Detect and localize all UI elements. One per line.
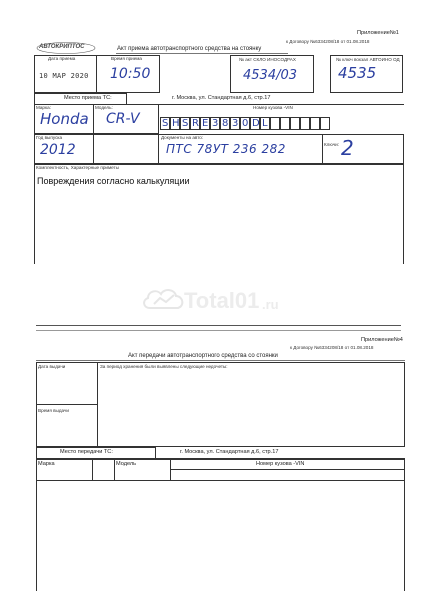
issue-left-border	[36, 481, 37, 591]
condition-value: Повреждения согласно калькуляции	[37, 176, 190, 186]
form-title: Акт приема автотранспортного средства на стоянку	[117, 46, 262, 52]
watermark	[140, 286, 290, 316]
date-stamp: 10 MAP 2020	[39, 72, 89, 80]
issue-date-label: Дата выдачи	[38, 364, 66, 369]
issue-right-border	[404, 481, 405, 591]
appendix-label-2: Приложение№4	[361, 337, 403, 343]
issue-vin-label: Номер кузова -VIN	[256, 461, 305, 467]
year-label: Год выпуска	[36, 135, 63, 140]
keys-cell	[322, 134, 404, 164]
vin-char-box: S	[182, 118, 189, 129]
vin-label: Номер кузова -VIN	[253, 105, 293, 110]
issue-table-row-line	[36, 404, 98, 405]
contract-ref: к Договору №6334208/18 от 01.08.2018	[286, 39, 370, 44]
vin-char-box	[270, 117, 280, 130]
vin-char-box	[290, 117, 300, 130]
condition-label: Комплектность, Характерные приметы	[36, 165, 119, 170]
act-num-value: 4534/03	[243, 68, 298, 83]
watermark-text: Total01	[184, 288, 260, 313]
place-label: Место приема ТС:	[64, 95, 112, 101]
title-underline-2	[36, 360, 405, 361]
vin-char-box: 3	[232, 118, 239, 129]
cloud-icon	[140, 286, 188, 314]
logo-text: АВТОКРИПТОС	[39, 44, 85, 50]
issue-vehicle-divider-3	[170, 459, 171, 481]
blank-cell	[93, 134, 159, 164]
vin-char-box: L	[260, 117, 270, 130]
docs-value: ПТС 78УТ 236 282	[166, 142, 286, 156]
vin-char-box	[310, 117, 320, 130]
damages-label: За период хранения были выявлены следующие недочеты:	[100, 364, 228, 369]
issue-vehicle-divider-1	[92, 459, 93, 481]
vin-char-box: 3	[212, 118, 219, 129]
keys-value: 2	[341, 136, 354, 160]
appendix-label: Приложение№1	[357, 30, 399, 36]
contract-ref-2: к Договору №6334208/18 от 01.08.2018	[290, 345, 374, 350]
issue-vehicle-divider-2	[114, 459, 115, 481]
vin-char-box: 0	[242, 118, 249, 129]
company-logo	[36, 41, 96, 53]
brand-value: Honda	[40, 110, 89, 128]
brand-label: Марка:	[36, 105, 51, 110]
vin-char-box: D	[252, 118, 260, 129]
act-num-label: № акт СКЛО ИНОСОДРАХ	[239, 57, 296, 62]
title-underline	[116, 53, 288, 54]
key-num-value: 4535	[338, 64, 377, 82]
fold-line-2	[36, 330, 401, 331]
watermark-suffix: .ru	[262, 297, 279, 312]
place-value: г. Москва, ул. Стандартная д.6, стр.17	[172, 95, 271, 101]
fold-line-1	[36, 325, 401, 326]
issue-place-value: г. Москва, ул. Стандартная д.6, стр.17	[180, 449, 279, 455]
vin-char-box: R	[192, 118, 199, 129]
vin-char-box: 8	[222, 118, 229, 129]
date-label: Дата приема	[48, 56, 76, 61]
model-value: CR-V	[106, 111, 140, 127]
vin-char-box	[320, 117, 330, 130]
keys-label: Ключи:	[324, 142, 339, 147]
issue-brand-label: Марка	[38, 461, 55, 467]
time-value: 10:50	[110, 66, 151, 82]
key-num-label: № ключ вокзал АВТОИНО ОД	[336, 57, 400, 62]
issue-time-label: Время выдачи	[38, 408, 69, 413]
model-label: Модель:	[95, 105, 113, 110]
vin-char-box	[300, 117, 310, 130]
year-value: 2012	[40, 142, 76, 158]
form-title-2: Акт передачи автотранспортного средства со стоянки	[128, 353, 278, 359]
issue-place-label: Место передачи ТС:	[60, 449, 113, 455]
time-label: Время приема	[111, 56, 142, 61]
vin-char-box: S	[162, 118, 169, 129]
vin-char-box: H	[172, 118, 180, 129]
docs-label: Документы на авто:	[161, 135, 204, 140]
issue-model-label: Модель	[116, 461, 137, 467]
issue-vin-line	[170, 469, 405, 470]
vin-char-box: E	[202, 118, 209, 129]
vin-char-box	[280, 117, 290, 130]
